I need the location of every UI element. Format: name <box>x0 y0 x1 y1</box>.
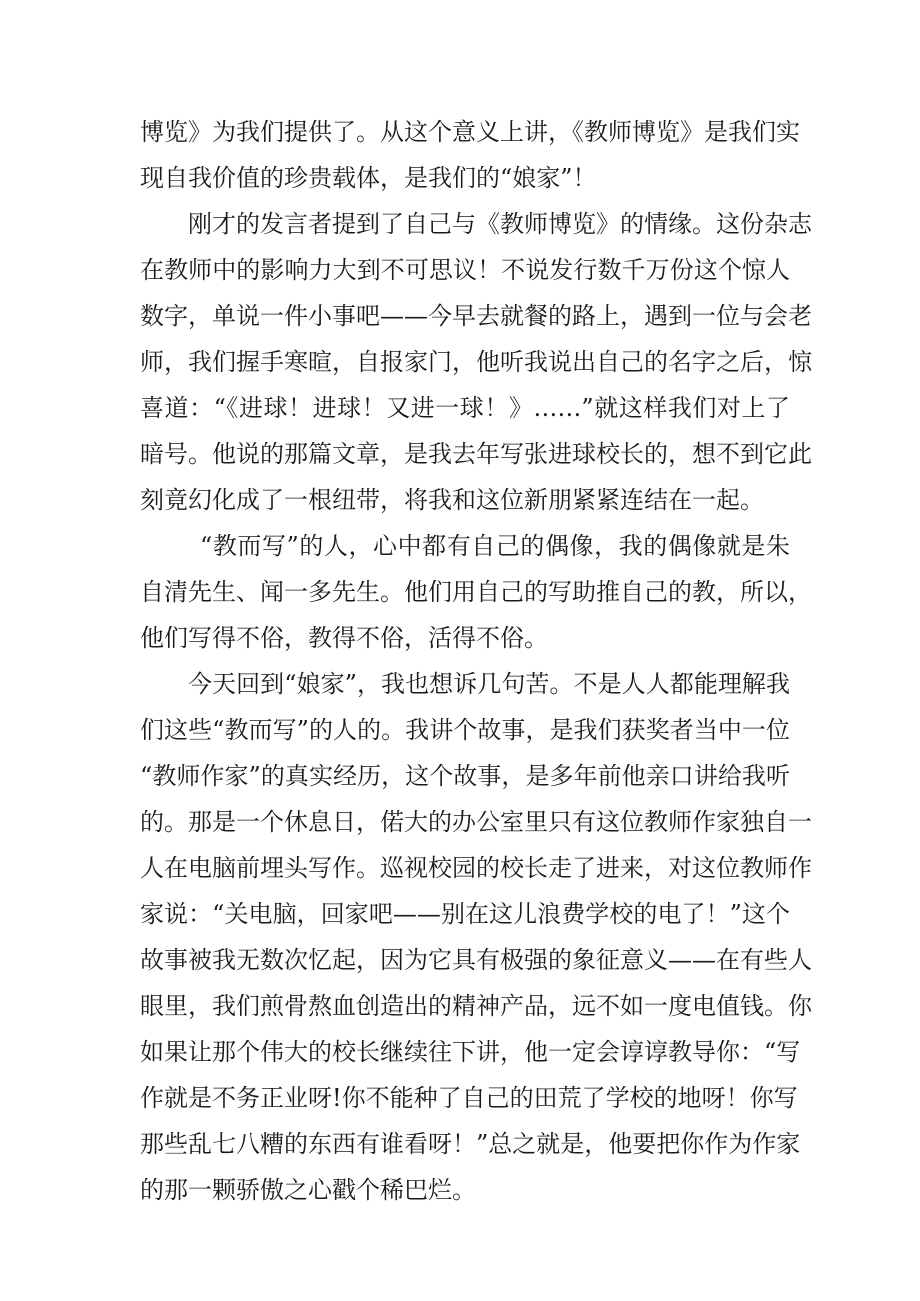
text-line: 的。那是一个休息日，偌大的办公室里只有这位教师作家独自一 <box>140 808 812 836</box>
text-line: 现自我价值的珍贵载体，是我们的“娘家”！ <box>140 164 597 192</box>
text-line: 刻竟幻化成了一根纽带，将我和这位新朋紧紧连结在一起。 <box>140 486 764 514</box>
text-line: 师，我们握手寒暄，自报家门，他听我说出自己的名字之后，惊 <box>140 348 812 376</box>
text-line: 暗号。他说的那篇文章，是我去年写张进球校长的，想不到它此 <box>140 440 812 468</box>
text-line: 刚才的发言者提到了自己与《教师博览》的情缘。这份杂志 <box>188 210 812 238</box>
text-line: 他们写得不俗，教得不俗，活得不俗。 <box>140 624 548 652</box>
text-line: 眼里，我们煎骨熬血创造出的精神产品，远不如一度电值钱。你 <box>140 992 812 1020</box>
text-line: 喜道：“《进球！进球！又进一球！》……”就这样我们对上了 <box>140 394 790 422</box>
text-line: 家说：“关电脑，回家吧——别在这儿浪费学校的电了！”这个 <box>140 900 790 928</box>
text-line: 如果让那个伟大的校长继续往下讲，他一定会谆谆教导你：“写 <box>140 1038 801 1066</box>
text-line: “教而写”的人，心中都有自己的偶像，我的偶像就是朱 <box>200 532 790 560</box>
text-line: 的那一颗骄傲之心戳个稀巴烂。 <box>140 1176 476 1204</box>
text-line: 自清先生、闻一多先生。他们用自己的写助推自己的教，所以， <box>140 578 812 606</box>
text-line: 故事被我无数次忆起，因为它具有极强的象征意义——在有些人 <box>140 946 812 974</box>
text-line: 在教师中的影响力大到不可思议！不说发行数千万份这个惊人 <box>140 256 790 284</box>
text-line: “教师作家”的真实经历，这个故事，是多年前他亲口讲给我听 <box>140 762 790 790</box>
text-line: 们这些“教而写”的人的。我讲个故事，是我们获奖者当中一位 <box>140 716 790 744</box>
text-line: 今天回到“娘家”，我也想诉几句苦。不是人人都能理解我 <box>188 670 790 698</box>
text-line: 作就是不务正业呀!你不能种了自己的田荒了学校的地呀！你写 <box>140 1084 798 1112</box>
text-line: 人在电脑前埋头写作。巡视校园的校长走了进来，对这位教师作 <box>140 854 812 882</box>
text-line: 数字，单说一件小事吧——今早去就餐的路上，遇到一位与会老 <box>140 302 812 330</box>
text-line: 那些乱七八糟的东西有谁看呀！”总之就是，他要把你作为作家 <box>140 1130 801 1158</box>
text-line: 博览》为我们提供了。从这个意义上讲，《教师博览》是我们实 <box>140 118 800 146</box>
